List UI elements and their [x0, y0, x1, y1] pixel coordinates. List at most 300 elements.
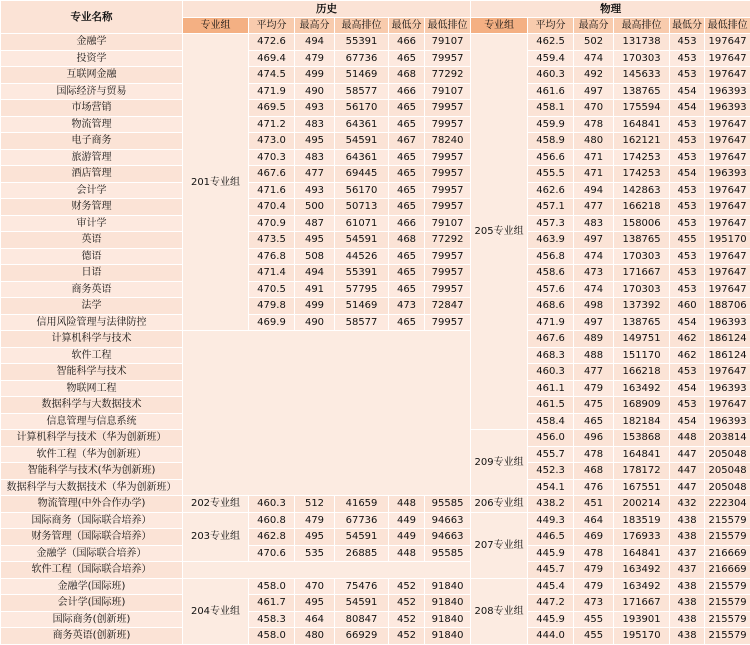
table-row: [1, 512, 750, 529]
history-value-cell: 79957: [425, 100, 471, 117]
physics-value-cell: 451: [574, 496, 614, 513]
history-value-cell: 468: [389, 232, 425, 249]
history-value-cell: 448: [389, 496, 425, 513]
table-row: [1, 166, 750, 183]
history-value-cell: 51469: [335, 67, 389, 84]
history-value-cell: 467.6: [249, 166, 295, 183]
history-value-cell: 480: [295, 628, 335, 645]
physics-value-cell: 497: [574, 83, 614, 100]
physics-value-cell: 454: [670, 413, 705, 430]
physics-value-cell: 188706: [705, 298, 750, 315]
history-value-cell: 64361: [335, 116, 389, 133]
table-row: [1, 265, 750, 282]
hist-col-min-rank: 最低排位: [425, 18, 471, 34]
history-value-cell: 466: [389, 34, 425, 51]
physics-value-cell: 453: [670, 281, 705, 298]
physics-value-cell: 452.3: [528, 463, 574, 480]
physics-value-cell: 170303: [614, 50, 670, 67]
physics-value-cell: 438: [670, 529, 705, 546]
history-value-cell: 79957: [425, 116, 471, 133]
physics-value-cell: 158006: [614, 215, 670, 232]
history-value-cell: 69445: [335, 166, 389, 183]
physics-value-cell: 215579: [705, 595, 750, 612]
major-name-cell: 信息管理与信息系统: [1, 413, 183, 430]
physics-value-cell: 197647: [705, 116, 750, 133]
physics-value-cell: 438.2: [528, 496, 574, 513]
major-name-cell: 德语: [1, 248, 183, 265]
major-name-cell: 国际经济与贸易: [1, 83, 183, 100]
history-value-cell: 75476: [335, 578, 389, 595]
major-name-cell: 物流管理: [1, 116, 183, 133]
physics-value-cell: 164841: [614, 446, 670, 463]
physics-value-cell: 453: [670, 182, 705, 199]
history-value-cell: 94663: [425, 512, 471, 529]
physics-value-cell: 455: [670, 232, 705, 249]
history-group-cell: 201专业组: [183, 34, 249, 331]
major-name-cell: 互联网金融: [1, 67, 183, 84]
major-name-cell: 日语: [1, 265, 183, 282]
table-row: [1, 215, 750, 232]
physics-value-cell: 163492: [614, 562, 670, 579]
table-row: [1, 149, 750, 166]
physics-value-cell: 477: [574, 199, 614, 216]
physics-value-cell: 215579: [705, 628, 750, 645]
physics-value-cell: 438: [670, 628, 705, 645]
physics-value-cell: 197647: [705, 364, 750, 381]
physics-group-cell: 206专业组: [471, 496, 528, 513]
physics-group-cell: 209专业组: [471, 430, 528, 496]
physics-value-cell: 166218: [614, 364, 670, 381]
physics-value-cell: 145633: [614, 67, 670, 84]
major-name-cell: 市场营销: [1, 100, 183, 117]
physics-value-cell: 438: [670, 595, 705, 612]
physics-value-cell: 196393: [705, 380, 750, 397]
history-value-cell: 448: [389, 545, 425, 562]
physics-value-cell: 167551: [614, 479, 670, 496]
physics-value-cell: 456.0: [528, 430, 574, 447]
history-value-cell: 91840: [425, 611, 471, 628]
phys-col-min: 最低分: [670, 18, 705, 34]
history-value-cell: 470.4: [249, 199, 295, 216]
history-value-cell: 490: [295, 314, 335, 331]
history-value-cell: 470: [295, 578, 335, 595]
history-value-cell: 79957: [425, 314, 471, 331]
history-value-cell: 64361: [335, 149, 389, 166]
physics-value-cell: 186124: [705, 331, 750, 348]
history-value-cell: 50713: [335, 199, 389, 216]
history-value-cell: 483: [295, 116, 335, 133]
history-value-cell: 78240: [425, 133, 471, 150]
history-value-cell: 67736: [335, 50, 389, 67]
history-value-cell: 466: [389, 83, 425, 100]
physics-value-cell: 171667: [614, 265, 670, 282]
table-row: [1, 331, 750, 348]
major-name-cell: 金融学(国际班): [1, 578, 183, 595]
physics-value-cell: 215579: [705, 529, 750, 546]
major-name-cell: 国际商务（国际联合培养）: [1, 512, 183, 529]
major-name-cell: 软件工程（华为创新班）: [1, 446, 183, 463]
physics-value-cell: 197647: [705, 149, 750, 166]
history-value-cell: 79107: [425, 215, 471, 232]
physics-value-cell: 474: [574, 248, 614, 265]
history-value-cell: 79957: [425, 281, 471, 298]
physics-value-cell: 162121: [614, 133, 670, 150]
major-name-cell: 金融学: [1, 34, 183, 51]
history-value-cell: 79957: [425, 248, 471, 265]
table-row: [1, 529, 750, 546]
hist-col-min: 最低分: [389, 18, 425, 34]
history-value-cell: 495: [295, 232, 335, 249]
physics-value-cell: 479: [574, 578, 614, 595]
hist-col-group: 专业组: [183, 18, 249, 34]
physics-value-cell: 445.9: [528, 545, 574, 562]
history-value-cell: 56170: [335, 100, 389, 117]
physics-value-cell: 460: [670, 298, 705, 315]
physics-value-cell: 197647: [705, 67, 750, 84]
table-row: [1, 133, 750, 150]
history-value-cell: 469.5: [249, 100, 295, 117]
physics-value-cell: 183519: [614, 512, 670, 529]
physics-value-cell: 473: [574, 595, 614, 612]
physics-value-cell: 453: [670, 116, 705, 133]
history-group-cell: 202专业组: [183, 496, 249, 513]
physics-value-cell: 196393: [705, 166, 750, 183]
history-value-cell: 91840: [425, 578, 471, 595]
physics-value-cell: 471.9: [528, 314, 574, 331]
major-name-cell: 旅游管理: [1, 149, 183, 166]
history-value-cell: 79957: [425, 199, 471, 216]
history-value-cell: 465: [389, 281, 425, 298]
history-value-cell: 56170: [335, 182, 389, 199]
history-value-cell: 476.8: [249, 248, 295, 265]
history-value-cell: 495: [295, 529, 335, 546]
history-value-cell: 467: [389, 133, 425, 150]
history-value-cell: 79957: [425, 50, 471, 67]
history-value-cell: 495: [295, 595, 335, 612]
history-value-cell: 465: [389, 116, 425, 133]
phys-col-avg: 平均分: [528, 18, 574, 34]
history-value-cell: 479.8: [249, 298, 295, 315]
major-name-cell: 金融学（国际联合培养）: [1, 545, 183, 562]
history-value-cell: 58577: [335, 83, 389, 100]
physics-value-cell: 453: [670, 50, 705, 67]
physics-value-cell: 453: [670, 215, 705, 232]
history-value-cell: 461.7: [249, 595, 295, 612]
history-value-cell: 79957: [425, 166, 471, 183]
history-value-cell: 473.0: [249, 133, 295, 150]
history-value-cell: 51469: [335, 298, 389, 315]
table-row: [1, 496, 750, 513]
physics-group-cell: 208专业组: [471, 578, 528, 644]
physics-value-cell: 196393: [705, 83, 750, 100]
history-value-cell: 77292: [425, 67, 471, 84]
physics-value-cell: 454: [670, 314, 705, 331]
physics-value-cell: 168909: [614, 397, 670, 414]
major-name-cell: 计算机科学与技术: [1, 331, 183, 348]
history-value-cell: 474.5: [249, 67, 295, 84]
history-value-cell: 54591: [335, 133, 389, 150]
physics-group-cell: 207专业组: [471, 512, 528, 578]
history-value-cell: 464: [295, 611, 335, 628]
major-name-cell: 计算机科学与技术（华为创新班）: [1, 430, 183, 447]
major-name-cell: 电子商务: [1, 133, 183, 150]
physics-value-cell: 477: [574, 364, 614, 381]
physics-value-cell: 142863: [614, 182, 670, 199]
history-value-cell: 44526: [335, 248, 389, 265]
history-value-cell: 55391: [335, 34, 389, 51]
history-value-cell: 80847: [335, 611, 389, 628]
history-value-cell: 458.0: [249, 628, 295, 645]
physics-value-cell: 445.7: [528, 562, 574, 579]
physics-value-cell: 488: [574, 347, 614, 364]
physics-value-cell: 453: [670, 199, 705, 216]
physics-value-cell: 469: [574, 529, 614, 546]
physics-value-cell: 163492: [614, 578, 670, 595]
history-value-cell: 535: [295, 545, 335, 562]
physics-value-cell: 460.3: [528, 67, 574, 84]
physics-value-cell: 478: [574, 446, 614, 463]
history-value-cell: 91840: [425, 595, 471, 612]
history-value-cell: 465: [389, 248, 425, 265]
history-value-cell: 452: [389, 611, 425, 628]
history-value-cell: 471.2: [249, 116, 295, 133]
phys-col-max-rank: 最高排位: [614, 18, 670, 34]
hist-col-max: 最高分: [295, 18, 335, 34]
physics-value-cell: 432: [670, 496, 705, 513]
physics-value-cell: 164841: [614, 116, 670, 133]
physics-value-cell: 453: [670, 397, 705, 414]
physics-value-cell: 196393: [705, 413, 750, 430]
major-name-cell: 商务英语: [1, 281, 183, 298]
physics-value-cell: 197647: [705, 265, 750, 282]
major-name-cell: 数据科学与大数据技术（华为创新班）: [1, 479, 183, 496]
physics-value-cell: 470: [574, 100, 614, 117]
history-value-cell: 449: [389, 529, 425, 546]
physics-value-cell: 459.9: [528, 116, 574, 133]
physics-value-cell: 196393: [705, 100, 750, 117]
history-value-cell: 465: [389, 50, 425, 67]
history-value-cell: 55391: [335, 265, 389, 282]
hist-col-max-rank: 最高排位: [335, 18, 389, 34]
history-value-cell: 54591: [335, 529, 389, 546]
major-name-cell: 物流管理(中外合作办学): [1, 496, 183, 513]
major-name-header: 专业名称: [1, 1, 183, 34]
table-row: [1, 182, 750, 199]
history-value-cell: 79107: [425, 83, 471, 100]
history-value-cell: 79107: [425, 34, 471, 51]
major-name-cell: 法学: [1, 298, 183, 315]
physics-value-cell: 182184: [614, 413, 670, 430]
physics-value-cell: 453: [670, 34, 705, 51]
history-value-cell: 67736: [335, 512, 389, 529]
history-value-cell: 493: [295, 182, 335, 199]
history-value-cell: 452: [389, 578, 425, 595]
table-row: [1, 611, 750, 628]
physics-value-cell: 205048: [705, 463, 750, 480]
physics-value-cell: 467.6: [528, 331, 574, 348]
physics-value-cell: 475: [574, 397, 614, 414]
physics-value-cell: 197647: [705, 182, 750, 199]
physics-value-cell: 458.4: [528, 413, 574, 430]
major-name-cell: 信用风险管理与法律防控: [1, 314, 183, 331]
physics-value-cell: 455: [574, 628, 614, 645]
physics-value-cell: 197647: [705, 133, 750, 150]
physics-value-cell: 131738: [614, 34, 670, 51]
history-value-cell: 470.9: [249, 215, 295, 232]
history-header: 历史: [183, 1, 471, 18]
table-row: [1, 199, 750, 216]
phys-col-group: 专业组: [471, 18, 528, 34]
history-value-cell: 95585: [425, 496, 471, 513]
physics-value-cell: 178172: [614, 463, 670, 480]
history-value-cell: 471.4: [249, 265, 295, 282]
history-value-cell: 499: [295, 67, 335, 84]
physics-value-cell: 461.5: [528, 397, 574, 414]
history-value-cell: 94663: [425, 529, 471, 546]
table-row: [1, 545, 750, 562]
physics-value-cell: 448: [670, 430, 705, 447]
physics-value-cell: 438: [670, 611, 705, 628]
physics-value-cell: 438: [670, 578, 705, 595]
physics-value-cell: 164841: [614, 545, 670, 562]
physics-value-cell: 205048: [705, 479, 750, 496]
physics-value-cell: 459.4: [528, 50, 574, 67]
history-value-cell: 469.9: [249, 314, 295, 331]
history-value-cell: 95585: [425, 545, 471, 562]
physics-value-cell: 197647: [705, 281, 750, 298]
physics-value-cell: 478: [574, 545, 614, 562]
physics-value-cell: 471: [574, 149, 614, 166]
physics-value-cell: 222304: [705, 496, 750, 513]
physics-value-cell: 457.6: [528, 281, 574, 298]
physics-value-cell: 197647: [705, 397, 750, 414]
history-value-cell: 477: [295, 166, 335, 183]
physics-value-cell: 458.1: [528, 100, 574, 117]
history-value-cell: 79957: [425, 265, 471, 282]
table-row: [1, 578, 750, 595]
physics-value-cell: 460.3: [528, 364, 574, 381]
physics-value-cell: 461.6: [528, 83, 574, 100]
history-value-cell: 77292: [425, 232, 471, 249]
history-value-cell: 468: [389, 67, 425, 84]
history-value-cell: 54591: [335, 232, 389, 249]
table-row: [1, 116, 750, 133]
physics-value-cell: 215579: [705, 578, 750, 595]
history-value-cell: 508: [295, 248, 335, 265]
physics-value-cell: 473: [574, 265, 614, 282]
physics-value-cell: 446.5: [528, 529, 574, 546]
physics-value-cell: 474: [574, 50, 614, 67]
history-value-cell: 471.6: [249, 182, 295, 199]
physics-value-cell: 445.9: [528, 611, 574, 628]
history-value-cell: 493: [295, 100, 335, 117]
physics-value-cell: 471: [574, 166, 614, 183]
table-row: [1, 562, 750, 579]
physics-value-cell: 468.3: [528, 347, 574, 364]
physics-value-cell: 463.9: [528, 232, 574, 249]
physics-value-cell: 197647: [705, 50, 750, 67]
table-row: [1, 628, 750, 645]
physics-value-cell: 453: [670, 149, 705, 166]
table-row: [1, 34, 750, 51]
major-name-cell: 投资学: [1, 50, 183, 67]
physics-value-cell: 174253: [614, 149, 670, 166]
physics-value-cell: 462.5: [528, 34, 574, 51]
physics-value-cell: 455.7: [528, 446, 574, 463]
major-name-cell: 物联网工程: [1, 380, 183, 397]
physics-value-cell: 171667: [614, 595, 670, 612]
physics-value-cell: 186124: [705, 347, 750, 364]
history-value-cell: 473.5: [249, 232, 295, 249]
table-row: [1, 232, 750, 249]
major-name-cell: 国际商务(创新班): [1, 611, 183, 628]
physics-value-cell: 438: [670, 512, 705, 529]
history-value-cell: 473: [389, 298, 425, 315]
physics-value-cell: 494: [574, 182, 614, 199]
history-value-cell: 458.0: [249, 578, 295, 595]
history-value-cell: 54591: [335, 595, 389, 612]
major-name-cell: 会计学(国际班): [1, 595, 183, 612]
physics-value-cell: 149751: [614, 331, 670, 348]
history-value-cell: 479: [295, 50, 335, 67]
history-value-cell: 469.4: [249, 50, 295, 67]
physics-value-cell: 138765: [614, 83, 670, 100]
history-value-cell: 491: [295, 281, 335, 298]
history-value-cell: 471.9: [249, 83, 295, 100]
history-value-cell: 470.6: [249, 545, 295, 562]
physics-value-cell: 456.6: [528, 149, 574, 166]
physics-value-cell: 196393: [705, 314, 750, 331]
physics-value-cell: 455.5: [528, 166, 574, 183]
physics-value-cell: 497: [574, 232, 614, 249]
physics-value-cell: 447: [670, 479, 705, 496]
history-value-cell: 91840: [425, 628, 471, 645]
physics-value-cell: 195170: [614, 628, 670, 645]
physics-value-cell: 455: [574, 611, 614, 628]
physics-value-cell: 437: [670, 545, 705, 562]
history-value-cell: 512: [295, 496, 335, 513]
physics-value-cell: 447.2: [528, 595, 574, 612]
history-value-cell: 483: [295, 149, 335, 166]
physics-value-cell: 461.1: [528, 380, 574, 397]
major-name-cell: 英语: [1, 232, 183, 249]
physics-value-cell: 479: [574, 562, 614, 579]
physics-value-cell: 203814: [705, 430, 750, 447]
phys-col-max: 最高分: [574, 18, 614, 34]
history-value-cell: 452: [389, 595, 425, 612]
history-value-cell: 79957: [425, 182, 471, 199]
major-name-cell: 智能科学与技术(华为创新班): [1, 463, 183, 480]
physics-value-cell: 437: [670, 562, 705, 579]
physics-value-cell: 465: [574, 413, 614, 430]
physics-value-cell: 492: [574, 67, 614, 84]
physics-value-cell: 170303: [614, 248, 670, 265]
physics-value-cell: 480: [574, 133, 614, 150]
history-value-cell: 465: [389, 199, 425, 216]
major-name-cell: 数据科学与大数据技术: [1, 397, 183, 414]
history-value-cell: 499: [295, 298, 335, 315]
physics-value-cell: 174253: [614, 166, 670, 183]
physics-value-cell: 138765: [614, 314, 670, 331]
physics-value-cell: 163492: [614, 380, 670, 397]
physics-value-cell: 453: [670, 364, 705, 381]
physics-value-cell: 200214: [614, 496, 670, 513]
major-name-cell: 会计学: [1, 182, 183, 199]
physics-value-cell: 175594: [614, 100, 670, 117]
history-value-cell: 470.5: [249, 281, 295, 298]
physics-value-cell: 216669: [705, 545, 750, 562]
physics-value-cell: 462: [670, 331, 705, 348]
